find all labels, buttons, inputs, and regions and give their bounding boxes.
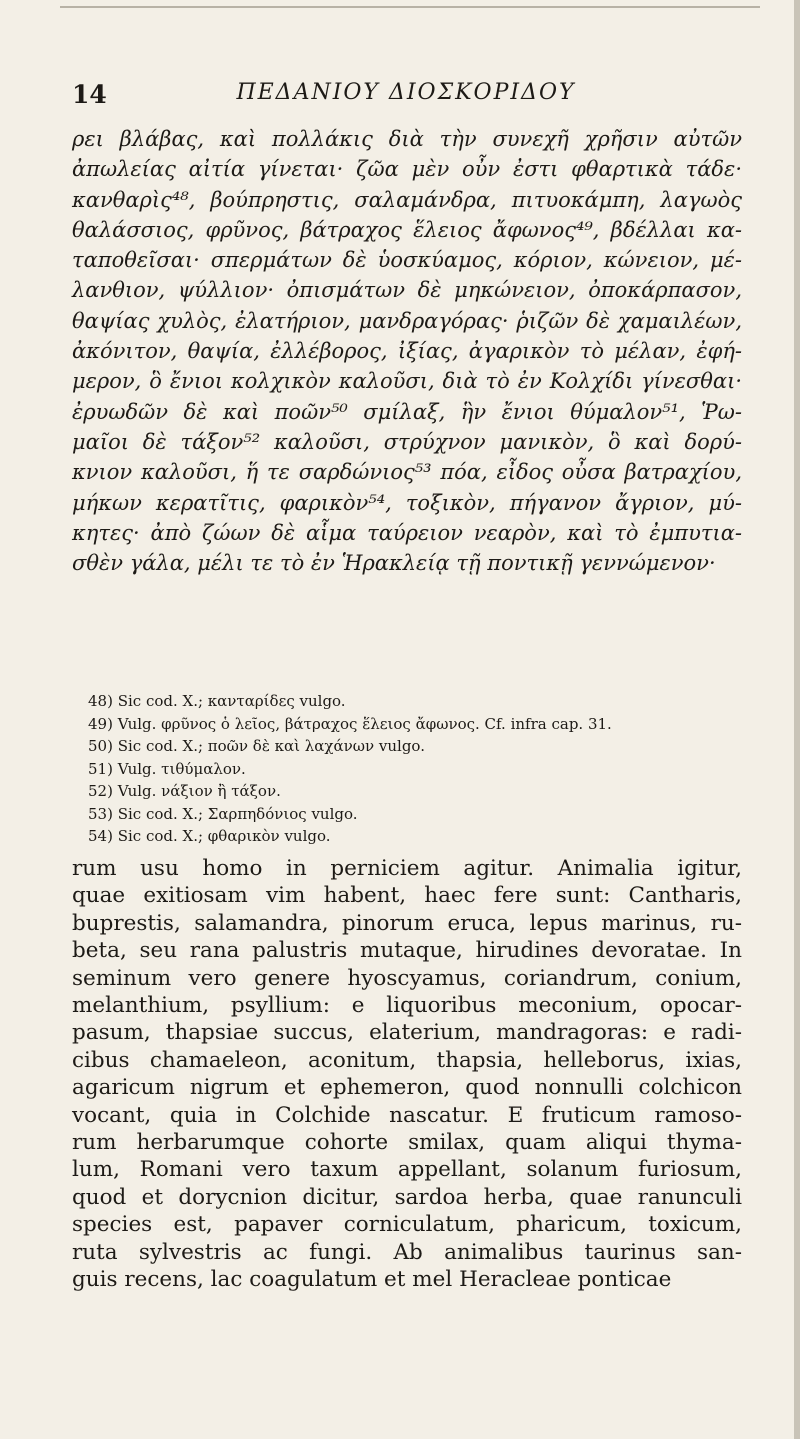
greek-line: ἀπωλείας αἰτία γίνεται· ζῶα μὲν οὖν ἐστι φθαρτικὰ τάδε·	[72, 157, 742, 182]
latin-line: guis recens, lac coagulatum et mel Heracleae ponticae	[72, 1267, 672, 1293]
footnote: 51) Vulg. τιθύμαλον.	[88, 759, 246, 778]
page-number: 14	[72, 80, 107, 109]
latin-line: rum herbarumque cohorte smilax, quam aliqui thyma-	[72, 1130, 742, 1156]
greek-line: ρει βλάβας, καὶ πολλάκις διὰ τὴν συνεχῆ χρῆσιν αὐτῶν	[72, 127, 742, 151]
greek-line: θαλάσσιος, φρῦνος, βάτραχος ἕλειος ἄφωνος⁴⁹, βδέλλαι κα-	[72, 217, 742, 242]
footnote: 52) Vulg. νάξιον ἢ τάξον.	[88, 782, 281, 800]
greek-line: ταποθεῖσαι· σπερμάτων δὲ ὑοσκύαμος, κόριον, κώνειον, μέ-	[72, 248, 742, 273]
greek-line: μήκων κερατῖτις, φαρικὸν⁵⁴, τοξικὸν, πήγανον ἄγριον, μύ-	[72, 490, 742, 515]
greek-line: σθὲν γάλα, μέλι τε τὸ ἐν Ἡρακλείᾳ τῇ ποντικῇ γεννώμενον·	[72, 551, 716, 576]
running-head-title: ΠΕΔΑΝΙΟΥ ΔΙΟΣΚΟΡΙΔΟΥ	[236, 80, 576, 105]
latin-translation	[72, 855, 742, 1294]
page-edge-shadow	[794, 0, 800, 1439]
latin-line: cibus chamaeleon, aconitum, thapsia, helleborus, ixias,	[72, 1047, 742, 1073]
footnote: 50) Sic cod. X.; ποῶν δὲ καὶ λαχάνων vulgo.	[88, 737, 425, 755]
latin-line: melanthium, psyllium: e liquoribus meconium, opocar-	[72, 993, 742, 1019]
latin-line: agaricum nigrum et ephemeron, quod nonnulli colchicon	[72, 1075, 742, 1101]
greek-line: ἐρυωδῶν δὲ καὶ ποῶν⁵⁰ σμίλαξ, ἣν ἔνιοι θύμαλον⁵¹, Ῥω-	[72, 399, 742, 424]
running-head	[72, 80, 740, 112]
latin-line: quae exitiosam vim habent, haec fere sunt: Cantharis,	[72, 883, 742, 909]
latin-line: rum usu homo in perniciem agitur. Animalia igitur,	[72, 856, 742, 881]
greek-line: λανθιον, ψύλλιον· ὀπισμάτων δὲ μηκώνειον, ὀποκάρπασον,	[72, 278, 742, 303]
latin-line: pasum, thapsiae succus, elaterium, mandragoras: e radi-	[72, 1020, 742, 1046]
latin-line: buprestis, salamandra, pinorum eruca, lepus marinus, ru-	[72, 910, 742, 936]
latin-line: quod et dorycnion dicitur, sardoa herba, quae ranunculi	[72, 1184, 742, 1210]
greek-line: κανθαρὶς⁴⁸, βούπρηστις, σαλαμάνδρα, πιτυοκάμπη, λαγωὸς	[72, 187, 742, 212]
greek-line: θαψίας χυλὸς, ἐλατήριον, μανδραγόρας· ῥιζῶν δὲ χαμαιλέων,	[72, 308, 742, 333]
latin-line: lum, Romani vero taxum appellant, solanum furiosum,	[72, 1157, 742, 1183]
greek-line: ἀκόνιτον, θαψία, ἐλλέβορος, ἰξίας, ἀγαρικὸν τὸ μέλαν, ἐφή-	[72, 339, 742, 364]
footnotes	[88, 690, 740, 848]
latin-line: ruta sylvestris ac fungi. Ab animalibus taurinus san-	[72, 1239, 742, 1265]
greek-text	[72, 124, 742, 578]
greek-line: μερον, ὃ ἔνιοι κολχικὸν καλοῦσι, διὰ τὸ ἐν Κολχίδι γίνεσθαι·	[72, 369, 742, 394]
greek-line: κνιον καλοῦσι, ἥ τε σαρδώνιος⁵³ πόα, εἶδος οὖσα βατραχίου,	[72, 460, 742, 485]
latin-line: vocant, quia in Colchide nascatur. E fruticum ramoso-	[72, 1102, 742, 1128]
latin-line: beta, seu rana palustris mutaque, hirudines devoratae. In	[72, 938, 742, 964]
footnote: 48) Sic cod. X.; κανταρίδες vulgo.	[88, 692, 346, 710]
top-rule	[60, 6, 760, 8]
greek-line: κητες· ἀπὸ ζώων δὲ αἷμα ταύρειον νεαρὸν, καὶ τὸ ἐμπυτια-	[72, 520, 742, 545]
latin-line: species est, papaver corniculatum, pharicum, toxicum,	[72, 1212, 742, 1238]
footnote: 53) Sic cod. X.; Σαρπηδόνιος vulgo.	[88, 804, 358, 823]
footnote: 49) Vulg. φρῦνος ὁ λεῖος, βάτραχος ἕλειος ἄφωνος. Cf. infra cap. 31.	[88, 714, 612, 733]
footnote: 54) Sic cod. X.; φθαρικὸν vulgo.	[88, 827, 331, 845]
greek-line: μαῖοι δὲ τάξον⁵² καλοῦσι, στρύχνον μανικὸν, ὃ καὶ δορύ-	[72, 429, 742, 454]
latin-line: seminum vero genere hyoscyamus, coriandrum, conium,	[72, 965, 742, 991]
